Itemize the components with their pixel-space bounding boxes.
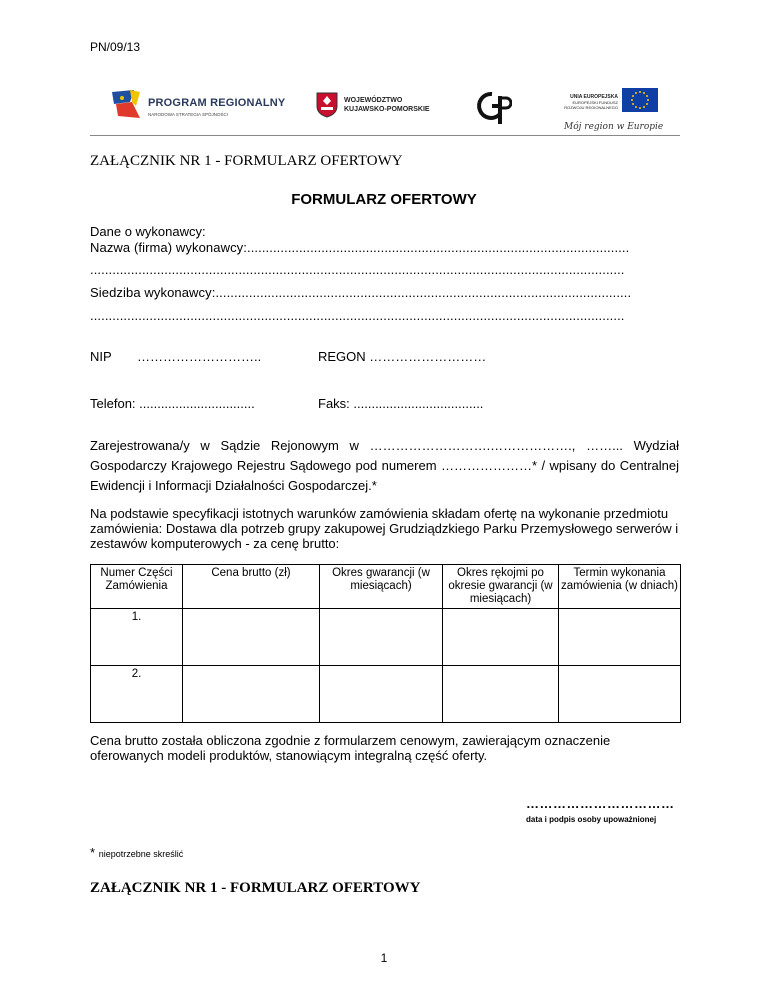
warranty-cell[interactable] — [320, 666, 443, 723]
price-note: Cena brutto została obliczona zgodnie z formularzem cenowym, zawierającym oznaczenie oferowanych modeli produktów, stanowiącym integralną część oferty. — [90, 733, 611, 763]
gpp-logo — [476, 88, 512, 128]
signature-caption: data i podpis osoby upoważnionej — [526, 815, 657, 824]
program-regionalny-title: PROGRAM REGIONALNY — [148, 97, 286, 109]
document-code: PN/09/13 — [90, 40, 141, 54]
col-header-rekojmia: Okres rękojmi po okresie gwarancji (w miesiącach) — [443, 565, 559, 609]
table-header-row — [91, 565, 681, 609]
logo-bar — [110, 88, 670, 148]
header-divider — [90, 135, 680, 136]
gpp-logo-icon — [476, 88, 512, 128]
contractor-intro: Dane o wykonawcy: — [90, 224, 206, 239]
coat-of-arms-icon — [316, 92, 338, 118]
annex-heading: ZAŁĄCZNIK NR 1 - FORMULARZ OFERTOWY — [90, 153, 403, 169]
eu-motto: Mój region w Europie — [564, 122, 664, 132]
col-header-price: Cena brutto (zł) — [183, 565, 320, 609]
eu-flag-icon — [622, 88, 658, 112]
nip-label: NIP — [90, 349, 112, 364]
deadline-cell[interactable] — [559, 666, 681, 723]
footnote-text: niepotrzebne skreślić — [98, 849, 184, 859]
registration-text: Zarejestrowana/y w Sądzie Rejonowym w ……………………….………………., ……... Wydział Gospodarczy Krajowego Rejestru Sądowego pod numerem …………………* / wpisany do Centralnej Ewidencji i Informacji Działalności Gospodarczej.* — [90, 438, 679, 493]
regon-field[interactable]: REGON ……………………… — [318, 349, 487, 364]
page-number: 1 — [380, 951, 388, 965]
wojewodztwo-logo — [316, 92, 456, 124]
rekojmia-cell[interactable] — [443, 666, 559, 723]
price-cell[interactable] — [183, 609, 320, 666]
footnote — [90, 845, 183, 860]
col-header-part: Numer Części Zamówienia — [91, 565, 183, 609]
part-number-cell: 1. — [91, 609, 183, 666]
footnote-mark: * — [90, 845, 96, 860]
price-cell[interactable] — [183, 666, 320, 723]
annex-heading-bottom: ZAŁĄCZNIK NR 1 - FORMULARZ OFERTOWY — [90, 880, 421, 896]
program-regionalny-logo — [110, 88, 310, 128]
col-header-warranty: Okres gwarancji (w miesiącach) — [320, 565, 443, 609]
wojewodztwo-text: WOJEWÓDZTWO KUJAWSKO-POMORSKIE — [344, 97, 430, 113]
nip-field[interactable]: ……………………….. — [137, 349, 262, 364]
signature-line[interactable]: …………………………… — [526, 796, 675, 811]
warranty-cell[interactable] — [320, 609, 443, 666]
program-regionalny-subtitle: NARODOWA STRATEGIA SPÓJNOŚCI — [148, 112, 229, 117]
rekojmia-cell[interactable] — [443, 609, 559, 666]
form-title: FORMULARZ OFERTOWY — [291, 191, 477, 208]
contractor-name-field[interactable]: Nazwa (firma) wykonawcy:....................................................................................................... — [90, 240, 630, 255]
table-row — [91, 609, 681, 666]
eu-text: UNIA EUROPEJSKA EUROPEJSKI FUNDUSZ ROZWOJU REGIONALNEGO — [564, 94, 618, 110]
contractor-seat-continuation[interactable]: ................................................................................................................................................ — [90, 308, 625, 323]
col-header-deadline: Termin wykonania zamówienia (w dniach) — [559, 565, 681, 609]
phone-field[interactable]: Telefon: ................................ — [90, 396, 255, 411]
part-number-cell: 2. — [91, 666, 183, 723]
contractor-seat-field[interactable]: Siedziba wykonawcy:................................................................................................................ — [90, 285, 632, 300]
deadline-cell[interactable] — [559, 609, 681, 666]
fax-field[interactable]: Faks: .................................... — [318, 396, 484, 411]
program-regionalny-icon — [110, 88, 142, 120]
offer-table — [90, 564, 681, 723]
table-row — [91, 666, 681, 723]
contractor-name-continuation[interactable]: ................................................................................................................................................ — [90, 262, 625, 277]
offer-text: Na podstawie specyfikacji istotnych warunków zamówienia składam ofertę na wykonanie przedmiotu zamówienia: Dostawa dla potrzeb grupy zakupowej Grudziądzkiego Parku Przemysłowego serwerów i zestawów komputerowych - za cenę brutto: — [90, 506, 679, 551]
